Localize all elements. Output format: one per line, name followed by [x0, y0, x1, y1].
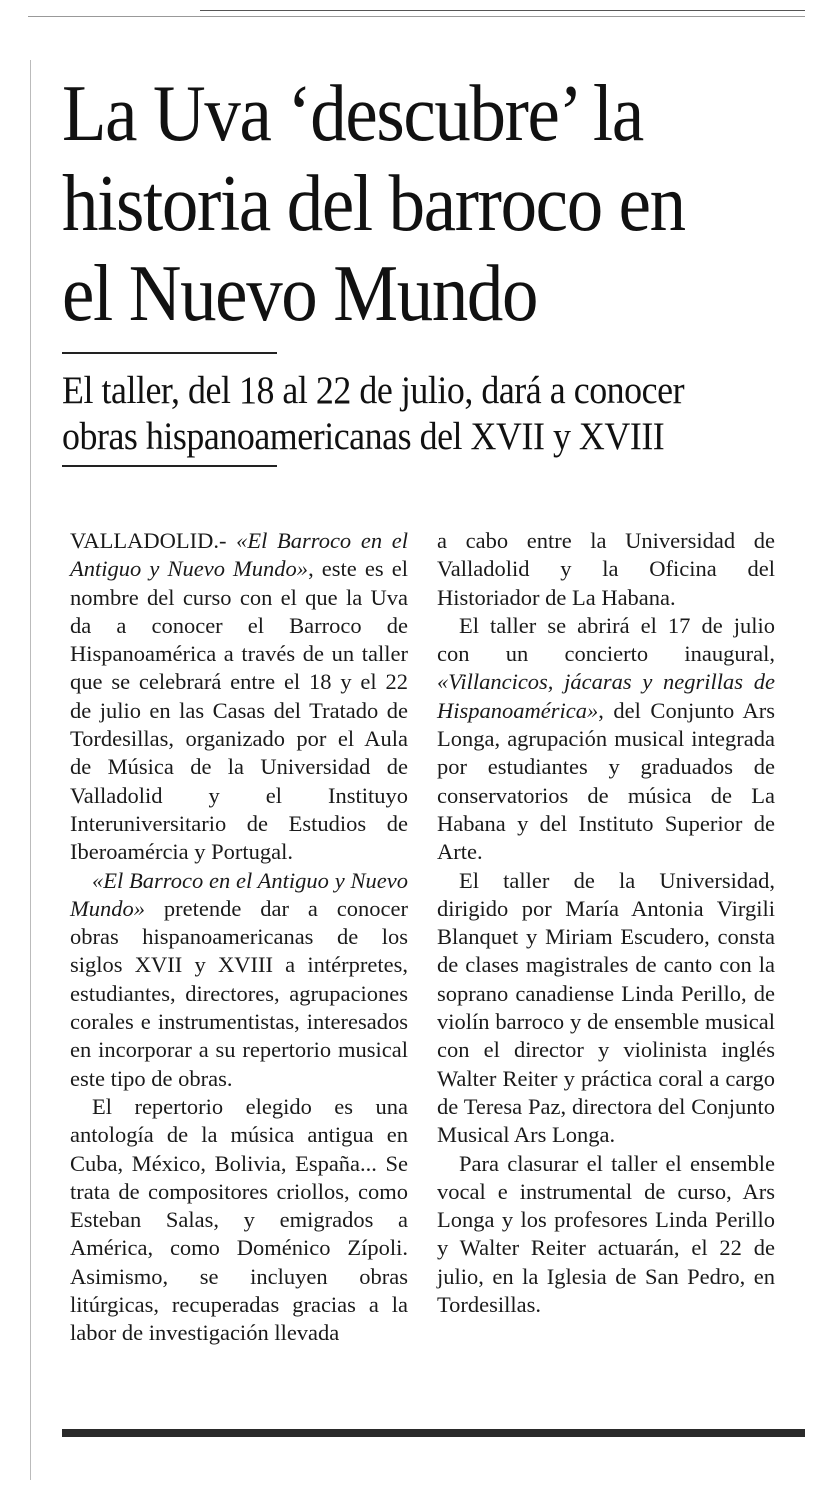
subtitle-top-rule — [62, 352, 277, 354]
concert-title-quote: «Villancicos, jácaras y negrillas de Hispanoamérica» — [437, 669, 775, 723]
paragraph-text: , del Conjunto Ars Longa, agrupación musical integrada por estudiantes y graduados de conservatorios de música de La Habana y del Instituto Superior de Arte. — [437, 697, 775, 865]
paragraph — [70, 527, 408, 867]
paragraph — [70, 867, 408, 1093]
bottom-rule — [62, 1429, 805, 1437]
article-column-right — [437, 527, 775, 1319]
paragraph-text: pretende dar a conocer obras hispanoamericanas de los siglos XVII y XVIII a intérpretes, estudiantes, directores, agrupaciones corales e instrumentistas, interesados en incorporar a su repertorio musical este tipo de obras. — [70, 895, 408, 1091]
paragraph — [437, 1150, 775, 1320]
paragraph-text: El taller de la Universidad, dirigido por María Antonia Virgili Blanquet y Miriam Escudero, consta de clases magistrales de canto con la soprano canadiense Linda Perillo, de violín barroco y de ensemble musical con el director y violinista inglés Walter Reiter y práctica coral a cargo de Teresa Paz, directora del Conjunto Musical Ars Longa. — [437, 867, 775, 1148]
paragraph-text: a cabo entre la Universidad de Valladolid y la Oficina del Historiador de La Habana. — [437, 528, 775, 610]
paragraph-text: El repertorio elegido es una antología de la música antigua en Cuba, México, Bolivia, España... Se trata de compositores criollos, como Esteban Salas, y emigrados a América, como Doménico Zípoli. Asimismo, se incluyen obras litúrgicas, recuperadas gracias a la labor de investigación llevada — [70, 1093, 408, 1346]
top-rule — [200, 10, 805, 11]
left-margin-line — [30, 60, 31, 1480]
headline: La Uva ‘descubre’ la historia del barroco en el Nuevo Mundo — [62, 68, 685, 338]
paragraph — [437, 612, 775, 867]
article-column-left — [70, 527, 408, 1348]
paragraph — [437, 867, 775, 1150]
course-title-quote: «El Barroco en el Antiguo y Nuevo Mundo» — [70, 867, 408, 921]
paragraph — [437, 527, 775, 612]
course-title-quote: «El Barroco en el Antiguo y Nuevo Mundo» — [70, 528, 408, 582]
paragraph-text: El taller se abrirá el 17 de julio con un concierto inaugural, — [437, 612, 775, 667]
paragraph-text: , este es el nombre del curso con el que la Uva da a conocer el Barroco de Hispanoamérica a través de un taller que se celebrará entre el 18 y el 22 de julio en las Casas del Tratado de Tordesillas, organizado por el Aula de Música de la Universidad de Valladolid y el Instituyo Interuniversitario de Estudios de Iberoamércia y Portugal. — [70, 556, 408, 865]
paragraph — [70, 1093, 408, 1348]
top-rule-secondary — [28, 16, 805, 17]
subtitle-bottom-rule — [62, 465, 277, 467]
dateline: VALLADOLID.- — [70, 528, 237, 553]
subtitle: El taller, del 18 al 22 de julio, dará a conocer obras hispanoamericanas del XVII y XVIII — [62, 369, 685, 458]
paragraph-text: Para clasurar el taller el ensemble vocal e instrumental de curso, Ars Longa y los profesores Linda Perillo y Walter Reiter actuarán, el 22 de julio, en la Iglesia de San Pedro, en Tordesillas. — [437, 1150, 775, 1318]
